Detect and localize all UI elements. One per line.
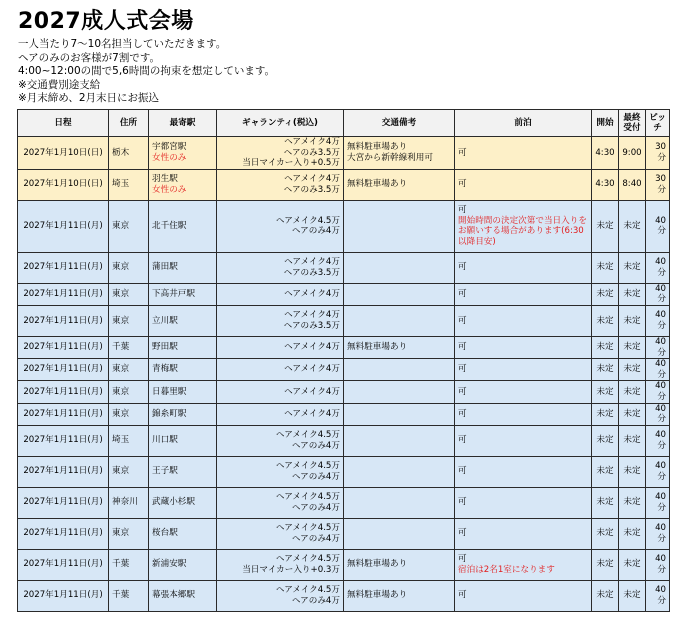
station-name: 王子駅 bbox=[152, 466, 178, 477]
fee-line: ヘアメイク4万 bbox=[284, 386, 340, 397]
station-cell bbox=[149, 549, 217, 580]
start-cell: 未定 bbox=[592, 336, 619, 358]
fee-line: 当日マイカー入り+0.5万 bbox=[242, 158, 340, 169]
station-note: 女性のみ bbox=[152, 184, 187, 195]
date-cell: 2027年1月11日(月) bbox=[18, 336, 109, 358]
transport-line: 大宮から新幹線利用可 bbox=[347, 152, 433, 163]
column-header-start: 開始 bbox=[592, 110, 619, 137]
station-cell bbox=[149, 359, 217, 381]
pitch-cell: 30分 bbox=[646, 137, 670, 170]
start-cell: 4:30 bbox=[592, 137, 619, 170]
stay-cell bbox=[455, 381, 592, 403]
address-cell: 神奈川 bbox=[109, 487, 149, 518]
station-cell bbox=[149, 169, 217, 200]
note-line: 一人当たり7～10名担当していただきます。 bbox=[18, 38, 227, 50]
stay-value: 可 bbox=[458, 497, 467, 508]
table-row bbox=[18, 137, 670, 170]
pitch-cell: 40分 bbox=[646, 305, 670, 336]
transport-line: 無料駐車場あり bbox=[347, 142, 408, 153]
last-accept-cell: 未定 bbox=[619, 403, 646, 425]
table-row bbox=[18, 580, 670, 611]
start-cell: 未定 bbox=[592, 425, 619, 456]
address-cell: 千葉 bbox=[109, 580, 149, 611]
start-cell: 未定 bbox=[592, 518, 619, 549]
column-header-pitch: ピッチ bbox=[646, 110, 670, 137]
start-cell: 未定 bbox=[592, 305, 619, 336]
stay-cell bbox=[455, 580, 592, 611]
table-row bbox=[18, 283, 670, 305]
schedule-table bbox=[17, 109, 670, 612]
stay-value: 可 bbox=[458, 147, 467, 158]
start-cell: 未定 bbox=[592, 487, 619, 518]
fee-line: ヘアメイク4.5万 bbox=[275, 461, 340, 472]
fee-line: ヘアメイク4万 bbox=[284, 137, 340, 147]
pitch-cell: 40分 bbox=[646, 252, 670, 283]
address-cell: 東京 bbox=[109, 403, 149, 425]
note-line: 4:00~12:00の間で5,6時間の拘束を想定しています。 bbox=[18, 65, 275, 78]
stay-value: 可 bbox=[458, 315, 467, 326]
date-cell: 2027年1月11日(月) bbox=[18, 252, 109, 283]
fee-cell bbox=[217, 403, 344, 425]
station-cell bbox=[149, 580, 217, 611]
transport-cell bbox=[344, 381, 455, 403]
station-cell bbox=[149, 137, 217, 170]
pitch-cell: 40分 bbox=[646, 487, 670, 518]
fee-line: ヘアメイク4万 bbox=[284, 289, 340, 300]
last-accept-cell: 未定 bbox=[619, 487, 646, 518]
last-accept-cell: 未定 bbox=[619, 200, 646, 252]
fee-line: ヘアのみ4万 bbox=[291, 226, 340, 237]
stay-cell bbox=[455, 487, 592, 518]
pitch-cell: 40分 bbox=[646, 549, 670, 580]
station-cell bbox=[149, 336, 217, 358]
fee-line: ヘアのみ3.5万 bbox=[283, 147, 340, 158]
column-header-address: 住所 bbox=[109, 110, 149, 137]
address-cell: 東京 bbox=[109, 456, 149, 487]
transport-cell bbox=[344, 305, 455, 336]
start-cell: 4:30 bbox=[592, 169, 619, 200]
station-name: 幕張本郷駅 bbox=[152, 590, 195, 601]
address-cell: 千葉 bbox=[109, 549, 149, 580]
pitch-cell: 40分 bbox=[646, 200, 670, 252]
table-header-row bbox=[18, 110, 670, 137]
station-cell bbox=[149, 456, 217, 487]
date-cell: 2027年1月11日(月) bbox=[18, 549, 109, 580]
notes-block bbox=[18, 38, 275, 106]
stay-cell bbox=[455, 456, 592, 487]
start-cell: 未定 bbox=[592, 359, 619, 381]
station-name: 蒲田駅 bbox=[152, 262, 178, 273]
address-cell: 埼玉 bbox=[109, 425, 149, 456]
stay-value: 可 bbox=[458, 179, 467, 190]
fee-line: ヘアのみ4万 bbox=[291, 440, 340, 451]
address-cell: 千葉 bbox=[109, 336, 149, 358]
pitch-cell: 40分 bbox=[646, 359, 670, 381]
address-cell: 東京 bbox=[109, 305, 149, 336]
start-cell: 未定 bbox=[592, 381, 619, 403]
address-cell: 東京 bbox=[109, 359, 149, 381]
station-name: 北千住駅 bbox=[152, 220, 187, 231]
column-header-transport: 交通備考 bbox=[344, 110, 455, 137]
fee-cell bbox=[217, 425, 344, 456]
table-row bbox=[18, 305, 670, 336]
start-cell: 未定 bbox=[592, 456, 619, 487]
pitch-cell: 40分 bbox=[646, 381, 670, 403]
fee-line: ヘアメイク4万 bbox=[284, 364, 340, 375]
fee-line: ヘアメイク4.5万 bbox=[275, 430, 340, 441]
station-name: 野田駅 bbox=[152, 342, 178, 353]
stay-cell bbox=[455, 549, 592, 580]
fee-cell bbox=[217, 305, 344, 336]
station-cell bbox=[149, 200, 217, 252]
date-cell: 2027年1月11日(月) bbox=[18, 403, 109, 425]
date-cell: 2027年1月10日(日) bbox=[18, 169, 109, 200]
stay-cell bbox=[455, 283, 592, 305]
table-row bbox=[18, 518, 670, 549]
note-line: ※月末締め、2月末日にお振込 bbox=[18, 92, 160, 105]
pitch-cell: 40分 bbox=[646, 283, 670, 305]
last-accept-cell: 未定 bbox=[619, 580, 646, 611]
address-cell: 東京 bbox=[109, 381, 149, 403]
date-cell: 2027年1月11日(月) bbox=[18, 283, 109, 305]
fee-line: ヘアメイク4万 bbox=[284, 408, 340, 419]
last-accept-cell: 未定 bbox=[619, 518, 646, 549]
station-cell bbox=[149, 305, 217, 336]
station-name: 日暮里駅 bbox=[152, 386, 187, 397]
start-cell: 未定 bbox=[592, 549, 619, 580]
table-row bbox=[18, 549, 670, 580]
column-header-fee: ギャランティ(税込) bbox=[217, 110, 344, 137]
last-accept-cell: 未定 bbox=[619, 305, 646, 336]
last-accept-cell: 未定 bbox=[619, 381, 646, 403]
stay-value: 可 bbox=[458, 262, 467, 273]
stay-cell bbox=[455, 305, 592, 336]
address-cell: 東京 bbox=[109, 283, 149, 305]
date-cell: 2027年1月11日(月) bbox=[18, 487, 109, 518]
transport-cell bbox=[344, 456, 455, 487]
column-header-stay: 前泊 bbox=[455, 110, 592, 137]
stay-cell bbox=[455, 359, 592, 381]
stay-value: 可 bbox=[458, 408, 467, 419]
address-cell: 東京 bbox=[109, 252, 149, 283]
last-accept-cell: 8:40 bbox=[619, 169, 646, 200]
fee-cell bbox=[217, 381, 344, 403]
station-name: 川口駅 bbox=[152, 435, 178, 446]
last-accept-cell: 未定 bbox=[619, 336, 646, 358]
date-cell: 2027年1月11日(月) bbox=[18, 580, 109, 611]
transport-cell bbox=[344, 336, 455, 358]
start-cell: 未定 bbox=[592, 403, 619, 425]
station-name: 青梅駅 bbox=[152, 364, 178, 375]
transport-cell bbox=[344, 169, 455, 200]
stay-note: 開始時間の決定次第で当日入りをお願いする場合があります(6:30以降目安) bbox=[458, 215, 587, 247]
table-row bbox=[18, 381, 670, 403]
start-cell: 未定 bbox=[592, 252, 619, 283]
date-cell: 2027年1月11日(月) bbox=[18, 200, 109, 252]
fee-cell bbox=[217, 518, 344, 549]
fee-cell bbox=[217, 359, 344, 381]
station-name: 下高井戸駅 bbox=[152, 289, 195, 300]
pitch-cell: 40分 bbox=[646, 518, 670, 549]
stay-value: 可 bbox=[458, 205, 467, 216]
stay-cell bbox=[455, 518, 592, 549]
fee-line: ヘアのみ4万 bbox=[291, 502, 340, 513]
fee-cell bbox=[217, 336, 344, 358]
table-row bbox=[18, 425, 670, 456]
fee-line: ヘアのみ4万 bbox=[291, 595, 340, 606]
fee-cell bbox=[217, 487, 344, 518]
table-row bbox=[18, 336, 670, 358]
station-name: 羽生駅 bbox=[152, 174, 178, 185]
stay-value: 可 bbox=[458, 386, 467, 397]
table-row bbox=[18, 403, 670, 425]
address-cell: 東京 bbox=[109, 518, 149, 549]
stay-cell bbox=[455, 200, 592, 252]
station-cell bbox=[149, 487, 217, 518]
transport-line: 無料駐車場あり bbox=[347, 179, 408, 190]
stay-value: 可 bbox=[458, 590, 467, 601]
stay-value: 可 bbox=[458, 554, 467, 565]
transport-cell bbox=[344, 200, 455, 252]
station-cell bbox=[149, 283, 217, 305]
fee-cell bbox=[217, 137, 344, 170]
transport-cell bbox=[344, 403, 455, 425]
last-accept-cell: 未定 bbox=[619, 549, 646, 580]
start-cell: 未定 bbox=[592, 200, 619, 252]
station-cell bbox=[149, 381, 217, 403]
pitch-cell: 40分 bbox=[646, 580, 670, 611]
stay-value: 可 bbox=[458, 364, 467, 375]
stay-value: 可 bbox=[458, 435, 467, 446]
last-accept-cell: 未定 bbox=[619, 252, 646, 283]
stay-value: 可 bbox=[458, 289, 467, 300]
last-accept-cell: 未定 bbox=[619, 456, 646, 487]
transport-cell bbox=[344, 359, 455, 381]
fee-line: ヘアメイク4.5万 bbox=[275, 492, 340, 503]
fee-line: ヘアメイク4.5万 bbox=[275, 523, 340, 534]
pitch-cell: 30分 bbox=[646, 169, 670, 200]
table-row bbox=[18, 456, 670, 487]
fee-cell bbox=[217, 169, 344, 200]
date-cell: 2027年1月11日(月) bbox=[18, 518, 109, 549]
station-cell bbox=[149, 425, 217, 456]
transport-cell bbox=[344, 137, 455, 170]
pitch-cell: 40分 bbox=[646, 336, 670, 358]
table-row bbox=[18, 169, 670, 200]
last-accept-cell: 未定 bbox=[619, 425, 646, 456]
column-header-station: 最寄駅 bbox=[149, 110, 217, 137]
transport-line: 無料駐車場あり bbox=[347, 590, 408, 601]
fee-cell bbox=[217, 549, 344, 580]
start-cell: 未定 bbox=[592, 580, 619, 611]
station-cell bbox=[149, 518, 217, 549]
stay-value: 可 bbox=[458, 342, 467, 353]
transport-cell bbox=[344, 425, 455, 456]
station-cell bbox=[149, 403, 217, 425]
fee-line: ヘアメイク4.5万 bbox=[275, 554, 340, 565]
stay-cell bbox=[455, 403, 592, 425]
fee-line: ヘアメイク4万 bbox=[284, 342, 340, 353]
fee-line: ヘアメイク4万 bbox=[284, 257, 340, 268]
date-cell: 2027年1月11日(月) bbox=[18, 456, 109, 487]
fee-line: ヘアメイク4.5万 bbox=[275, 585, 340, 596]
fee-line: ヘアのみ3.5万 bbox=[283, 184, 340, 195]
fee-cell bbox=[217, 252, 344, 283]
date-cell: 2027年1月11日(月) bbox=[18, 425, 109, 456]
stay-value: 可 bbox=[458, 528, 467, 539]
transport-cell bbox=[344, 252, 455, 283]
column-header-last-accept: 最終受付 bbox=[619, 110, 646, 137]
fee-line: ヘアのみ3.5万 bbox=[283, 320, 340, 331]
last-accept-cell: 未定 bbox=[619, 359, 646, 381]
station-name: 錦糸町駅 bbox=[152, 408, 187, 419]
fee-line: 当日マイカー入り+0.3万 bbox=[242, 564, 340, 575]
station-name: 宇都宮駅 bbox=[152, 142, 187, 153]
stay-note: 宿泊は2名1室になります bbox=[458, 564, 555, 575]
table-row bbox=[18, 252, 670, 283]
fee-line: ヘアメイク4.5万 bbox=[275, 215, 340, 226]
fee-line: ヘアのみ4万 bbox=[291, 471, 340, 482]
transport-cell bbox=[344, 487, 455, 518]
station-cell bbox=[149, 252, 217, 283]
last-accept-cell: 未定 bbox=[619, 283, 646, 305]
fee-line: ヘアメイク4万 bbox=[284, 310, 340, 321]
pitch-cell: 40分 bbox=[646, 403, 670, 425]
stay-cell bbox=[455, 137, 592, 170]
stay-cell bbox=[455, 425, 592, 456]
stay-cell bbox=[455, 169, 592, 200]
station-note: 女性のみ bbox=[152, 152, 187, 163]
stay-cell bbox=[455, 336, 592, 358]
address-cell: 東京 bbox=[109, 200, 149, 252]
transport-cell bbox=[344, 580, 455, 611]
pitch-cell: 40分 bbox=[646, 456, 670, 487]
transport-line: 無料駐車場あり bbox=[347, 342, 408, 353]
fee-cell bbox=[217, 580, 344, 611]
table-row bbox=[18, 487, 670, 518]
fee-line: ヘアメイク4万 bbox=[284, 174, 340, 185]
transport-cell bbox=[344, 518, 455, 549]
date-cell: 2027年1月11日(月) bbox=[18, 381, 109, 403]
table-row bbox=[18, 200, 670, 252]
last-accept-cell: 9:00 bbox=[619, 137, 646, 170]
station-name: 新浦安駅 bbox=[152, 559, 187, 570]
transport-cell bbox=[344, 283, 455, 305]
pitch-cell: 40分 bbox=[646, 425, 670, 456]
address-cell: 埼玉 bbox=[109, 169, 149, 200]
fee-line: ヘアのみ4万 bbox=[291, 533, 340, 544]
table-row bbox=[18, 359, 670, 381]
address-cell: 栃木 bbox=[109, 137, 149, 170]
transport-cell bbox=[344, 549, 455, 580]
note-line: ヘアのみのお客様が7割です。 bbox=[18, 51, 161, 64]
date-cell: 2027年1月11日(月) bbox=[18, 305, 109, 336]
stay-value: 可 bbox=[458, 466, 467, 477]
start-cell: 未定 bbox=[592, 283, 619, 305]
station-name: 武蔵小杉駅 bbox=[152, 497, 195, 508]
date-cell: 2027年1月11日(月) bbox=[18, 359, 109, 381]
fee-cell bbox=[217, 200, 344, 252]
transport-line: 無料駐車場あり bbox=[347, 559, 408, 570]
note-line: ※交通費別途支給 bbox=[18, 78, 101, 91]
station-name: 立川駅 bbox=[152, 315, 178, 326]
stay-cell bbox=[455, 252, 592, 283]
station-name: 桜台駅 bbox=[152, 528, 178, 539]
fee-cell bbox=[217, 456, 344, 487]
fee-line: ヘアのみ3.5万 bbox=[283, 267, 340, 278]
fee-cell bbox=[217, 283, 344, 305]
column-header-date: 日程 bbox=[18, 110, 109, 137]
page-title: 2027成人式会場 bbox=[18, 9, 194, 34]
date-cell: 2027年1月10日(日) bbox=[18, 137, 109, 170]
